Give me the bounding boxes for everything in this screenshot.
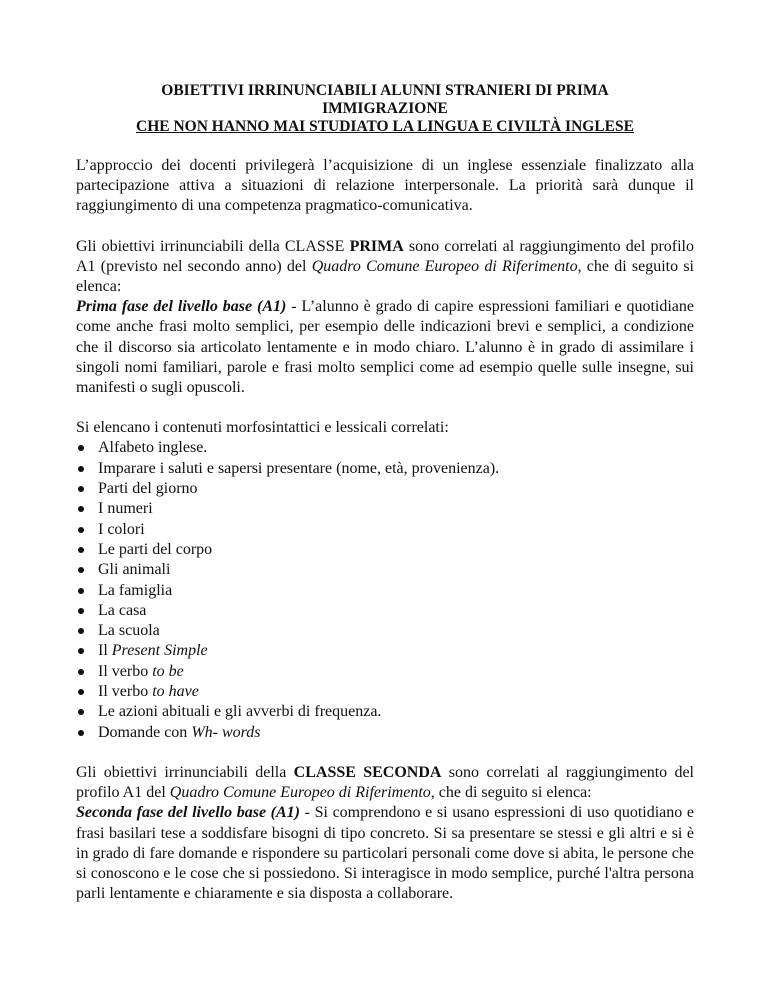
list-item-text: La casa [98, 601, 147, 619]
list-item-text: Il verbo [98, 662, 153, 680]
list-item [76, 641, 694, 661]
bullet-icon [78, 445, 84, 451]
seconda-phase-text: - Si comprendono e si usano espressioni di uso quotidiano e frasi basilari tese a soddisfare bisogni di tipo concreto. Si sa presentare se stessi e gli altri e si è in grado di fare domande e rispondere su particolari personali come dove si abita, le persone che si conoscono e le cose che si possiedono. Si interagisce in modo semplice, purché l'altra persona parli lentamente e chiaramente e sia disposta a collaborare. [76, 804, 695, 903]
list-item-text: I numeri [98, 500, 153, 518]
list-item-text: Parti del giorno [98, 480, 198, 498]
list-item [76, 540, 694, 560]
list-item [76, 479, 694, 499]
prima-class-word: PRIMA [349, 237, 404, 255]
list-item [76, 438, 694, 458]
bullet-icon [78, 709, 84, 715]
list-item [76, 499, 694, 519]
intro-paragraph: L’approccio dei docenti privilegerà l’acquisizione di un inglese essenziale finalizzato alla partecipazione attiva a situazioni di relazione interpersonale. La priorità sarà dunque il raggiungimento di una competenza pragmatico-comunicativa. [76, 157, 694, 215]
list-item-text: Imparare i saluti e sapersi presentare (nome, età, provenienza). [98, 459, 500, 477]
list-item [76, 520, 694, 540]
bullet-icon [78, 588, 84, 594]
prima-section [76, 237, 694, 399]
list-item-text: Le parti del corpo [98, 540, 213, 558]
list-item-text: Il [98, 642, 112, 660]
list-item [76, 560, 694, 580]
list-item [76, 682, 694, 702]
list-item [76, 601, 694, 621]
list-item [76, 581, 694, 601]
list-item [76, 459, 694, 479]
bullet-icon [78, 648, 84, 654]
bullet-icon [78, 689, 84, 695]
document-page [76, 82, 694, 904]
contents-section [76, 418, 694, 743]
list-item-text: La scuola [98, 622, 160, 640]
prima-phase-text: - L’alunno è grado di capire espressioni familiari e quotidiane come anche frasi molto semplici, per esempio delle indicazioni brevi e semplici, a condizione che il discorso sia articolato lentamente e in modo chiaro. L’alunno è in grado di assimilare i singoli nomi familiari, parole e frasi molto semplici come ad esempio quelle sulle insegne, sui manifesti o sugli opuscoli. [76, 298, 695, 397]
list-item-text: Gli animali [98, 561, 171, 579]
bullet-icon [78, 730, 84, 736]
bullet-icon [78, 466, 84, 472]
document-title [76, 82, 694, 136]
prima-framework: Quadro Comune Europeo di Riferimento [311, 257, 578, 275]
bullet-icon [78, 628, 84, 634]
prima-mid: sono correlati al raggiungimento del profilo A1 (previsto nel secondo anno) del [76, 237, 694, 275]
bullet-icon [78, 486, 84, 492]
list-item-italic: to be [152, 662, 184, 680]
title-line-1: OBIETTIVI IRRINUNCIABILI ALUNNI STRANIERI DI PRIMA [161, 82, 609, 99]
seconda-framework: Quadro Comune Europeo di Riferimento [169, 784, 431, 802]
list-item-italic: Present Simple [111, 642, 208, 660]
list-item-text: Le azioni abituali e gli avverbi di frequenza. [98, 703, 382, 721]
list-item [76, 662, 694, 682]
seconda-class-word: CLASSE SECONDA [293, 763, 442, 781]
bullet-icon [78, 527, 84, 533]
seconda-lead: Gli obiettivi irrinunciabili della [76, 763, 294, 781]
list-item [76, 621, 694, 641]
seconda-phase-title: Seconda fase del livello base (A1) [76, 804, 300, 822]
bullet-icon [78, 547, 84, 553]
prima-tail: , che di seguito si elenca: [76, 257, 695, 296]
bullet-icon [78, 567, 84, 573]
list-item [76, 723, 694, 743]
bullet-icon [78, 608, 84, 614]
list-item-text: Domande con [98, 723, 192, 741]
title-line-3: CHE NON HANNO MAI STUDIATO LA LINGUA E CIVILTÀ INGLESE [136, 118, 634, 135]
list-item-italic: to have [152, 683, 199, 700]
list-item-text: La famiglia [98, 581, 173, 599]
seconda-tail: , che di seguito si elenca: [430, 784, 592, 802]
title-line-2: IMMIGRAZIONE [322, 100, 448, 117]
bullet-icon [78, 669, 84, 675]
list-item [76, 702, 694, 722]
bullet-icon [78, 506, 84, 512]
list-item-text: I colori [98, 520, 145, 538]
list-item-text: Il verbo [98, 683, 153, 700]
list-item-text: Alfabeto inglese. [98, 439, 208, 457]
list-item-italic: Wh- words [191, 723, 261, 741]
prima-phase-title: Prima fase del livello base (A1) [76, 298, 287, 316]
seconda-mid: sono correlati al raggiungimento del profilo A1 del [76, 763, 695, 802]
prima-lead: Gli obiettivi irrinunciabili della CLASSE [76, 237, 350, 255]
contents-intro: Si elencano i contenuti morfosintattici e lessicali correlati: [76, 419, 449, 437]
contents-list [76, 438, 694, 742]
seconda-section [76, 763, 694, 904]
